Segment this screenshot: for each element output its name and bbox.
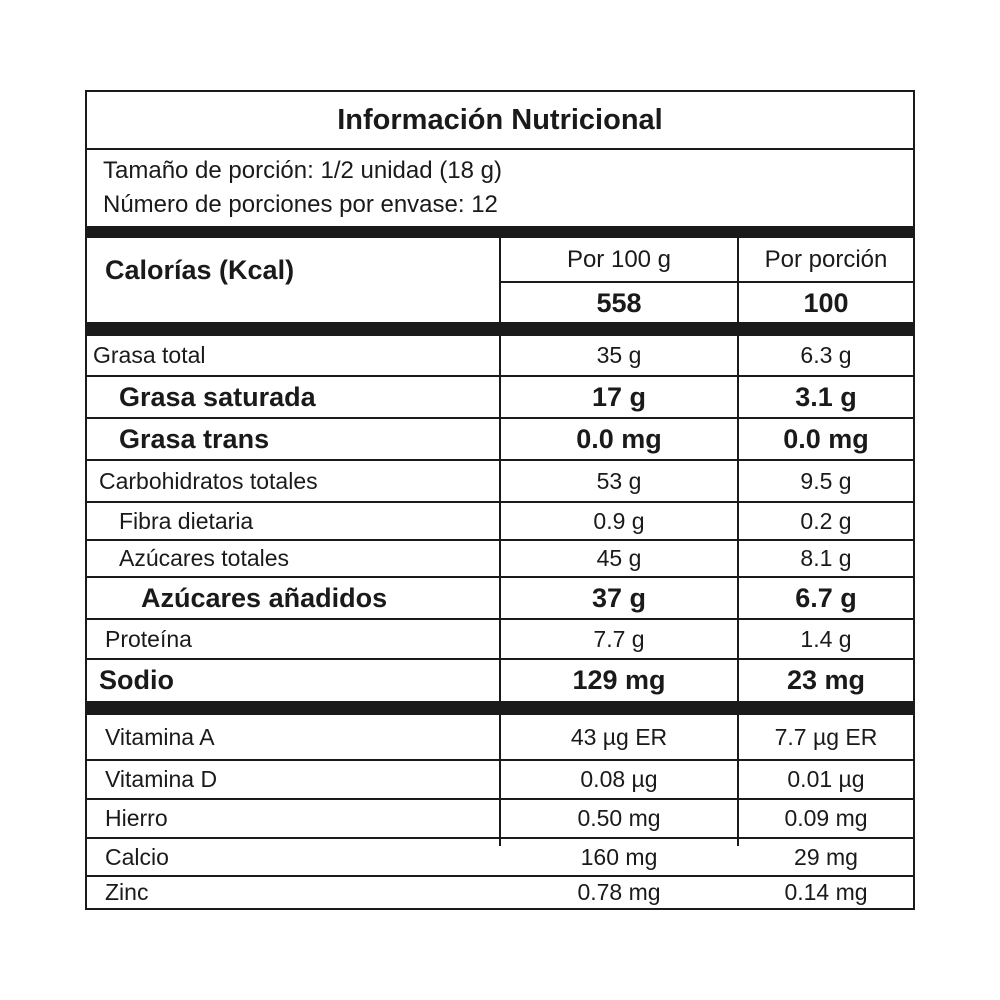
nutrient-per-portion: 6.3 g [800, 342, 852, 368]
nutrient-name: Grasa total [93, 342, 206, 368]
micronutrient-per-100g: 0.08 µg [580, 766, 658, 792]
nutrient-name: Carbohidratos totales [99, 467, 318, 494]
nutrient-name: Fibra dietaria [119, 507, 254, 534]
nutrient-name: Grasa trans [119, 423, 270, 454]
micronutrient-name: Calcio [105, 843, 169, 870]
micronutrient-name: Hierro [105, 805, 168, 831]
nutrient-per-100g: 53 g [596, 467, 642, 494]
nutrient-per-100g: 17 g [591, 381, 647, 412]
thick-divider [87, 701, 913, 715]
micronutrient-name: Vitamina D [105, 766, 218, 792]
nutrient-name: Azúcares totales [119, 545, 290, 571]
calories-per-100g: 558 [596, 287, 642, 318]
micronutrient-per-portion: 0.14 mg [784, 879, 868, 905]
servings-per-container: Número de porciones por envase: 12 [103, 191, 498, 218]
serving-size: Tamaño de porción: 1/2 unidad (18 g) [103, 157, 502, 184]
per-portion-header: Por porción [764, 246, 888, 273]
nutrient-per-100g: 129 mg [572, 664, 666, 695]
nutrient-per-portion: 23 mg [786, 664, 866, 695]
micronutrient-per-100g: 160 mg [580, 843, 658, 870]
nutrient-per-portion: 1.4 g [800, 625, 852, 652]
nutrient-name: Grasa saturada [119, 381, 316, 412]
nutrient-per-portion: 9.5 g [800, 467, 852, 494]
nutrient-per-portion: 8.1 g [800, 545, 852, 571]
divider [87, 148, 913, 150]
micronutrient-per-portion: 29 mg [794, 843, 858, 870]
nutrient-name: Sodio [99, 664, 174, 695]
nutrient-per-100g: 37 g [591, 582, 647, 613]
micronutrient-name: Zinc [105, 879, 149, 905]
nutrition-facts-table [85, 90, 915, 910]
micronutrient-per-portion: 0.09 mg [784, 805, 868, 831]
micronutrient-name: Vitamina A [105, 723, 215, 750]
micronutrient-per-100g: 43 µg ER [570, 723, 668, 750]
per-100g-header: Por 100 g [566, 246, 672, 273]
micronutrient-per-portion: 7.7 µg ER [774, 723, 878, 750]
nutrient-name: Azúcares añadidos [141, 582, 388, 613]
calories-per-portion: 100 [803, 287, 849, 318]
nutrient-name: Proteína [105, 625, 192, 652]
nutrient-per-portion: 0.2 g [800, 507, 852, 534]
calories-label: Calorías (Kcal) [105, 254, 295, 285]
micronutrient-per-portion: 0.01 µg [787, 766, 865, 792]
micronutrient-per-100g: 0.50 mg [577, 805, 661, 831]
nutrient-per-100g: 45 g [596, 545, 642, 571]
thick-divider [87, 226, 913, 238]
nutrient-per-100g: 0.9 g [593, 507, 645, 534]
thick-divider [87, 322, 913, 336]
nutrient-per-portion: 3.1 g [795, 381, 857, 412]
table-title: Información Nutricional [337, 103, 663, 136]
nutrient-per-100g: 0.0 mg [576, 423, 662, 454]
nutrient-per-100g: 35 g [596, 342, 642, 368]
nutrient-per-100g: 7.7 g [593, 625, 645, 652]
nutrient-per-portion: 0.0 mg [783, 423, 869, 454]
nutrient-per-portion: 6.7 g [795, 582, 857, 613]
micronutrient-per-100g: 0.78 mg [577, 879, 661, 905]
